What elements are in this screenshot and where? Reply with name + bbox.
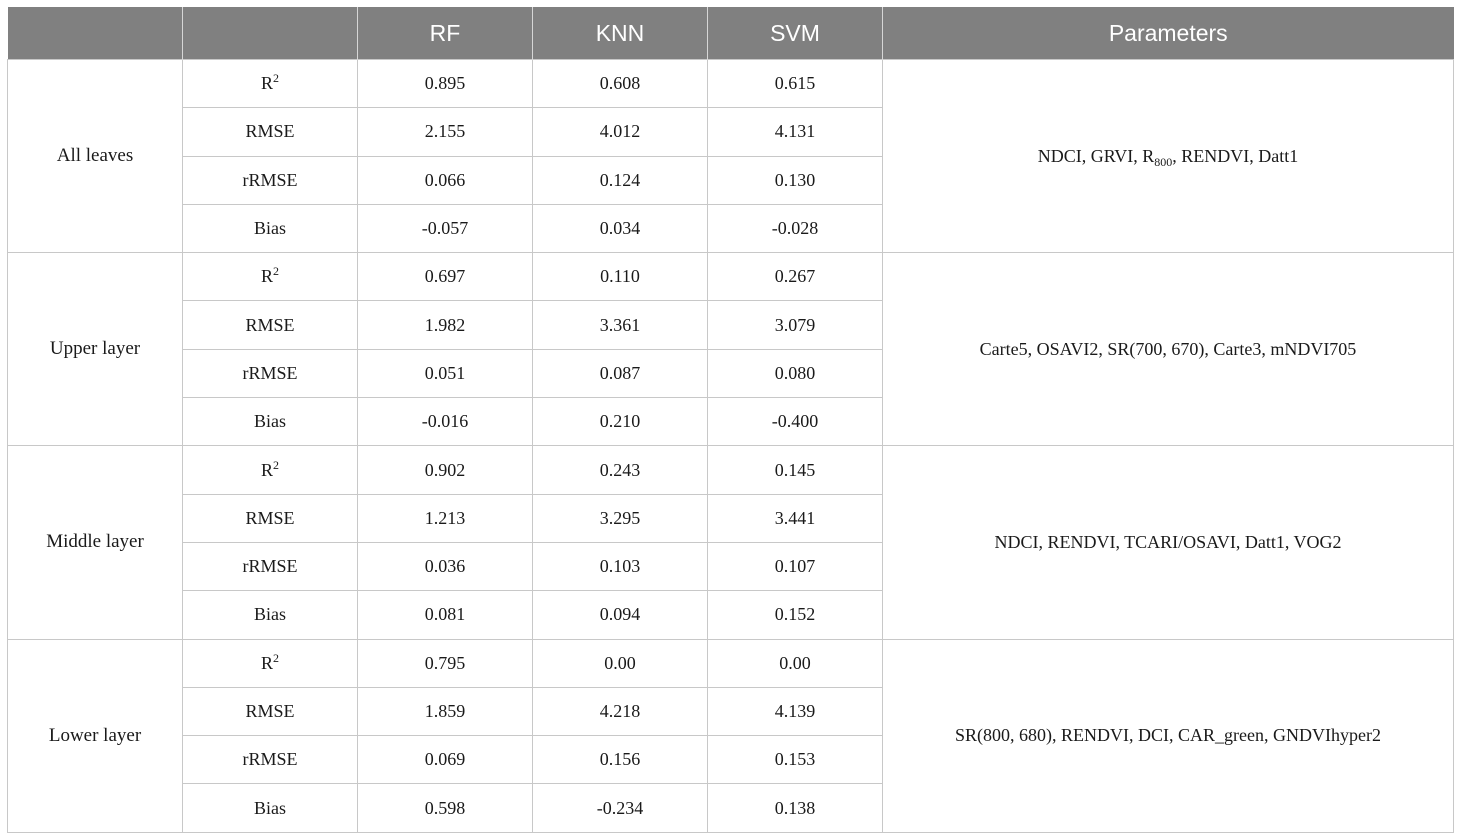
- value-cell-rf: 0.069: [358, 736, 533, 784]
- metric-label: Bias: [183, 591, 358, 639]
- metric-label: [183, 253, 358, 301]
- parameters-cell: [883, 60, 1454, 253]
- metric-r2-base: R: [260, 73, 273, 94]
- value-cell-knn: 0.156: [533, 736, 708, 784]
- value-cell-svm: 0.080: [708, 349, 883, 397]
- parameters-cell: SR(800, 680), RENDVI, DCI, CAR_green, GNDVIhyper2: [883, 639, 1454, 832]
- value-cell-svm: 0.130: [708, 156, 883, 204]
- metric-r2-base: R: [260, 459, 273, 480]
- value-cell-rf: 0.066: [358, 156, 533, 204]
- metric-label: rRMSE: [183, 156, 358, 204]
- metric-label: Bias: [183, 784, 358, 832]
- metric-label: RMSE: [183, 494, 358, 542]
- value-cell-svm: 0.138: [708, 784, 883, 832]
- header-row: [8, 7, 1454, 60]
- value-cell-svm: -0.400: [708, 398, 883, 446]
- metric-label: rRMSE: [183, 349, 358, 397]
- metric-label: RMSE: [183, 301, 358, 349]
- value-cell-rf: 0.598: [358, 784, 533, 832]
- group-label: Middle layer: [8, 446, 183, 639]
- header-knn: KNN: [533, 7, 708, 60]
- value-cell-rf: 0.795: [358, 639, 533, 687]
- parameter-text: NDCI, GRVI, R: [1037, 145, 1155, 166]
- table-row: [8, 639, 1454, 687]
- metric-r2-superscript: 2: [273, 264, 279, 279]
- value-cell-knn: 0.608: [533, 60, 708, 108]
- metric-r2-superscript: 2: [273, 457, 279, 472]
- value-cell-knn: 0.087: [533, 349, 708, 397]
- metric-label: Bias: [183, 398, 358, 446]
- value-cell-knn: 0.034: [533, 204, 708, 252]
- value-cell-rf: 0.036: [358, 542, 533, 590]
- metric-r2-base: R: [260, 652, 273, 673]
- parameter-subscript: 800: [1154, 154, 1173, 169]
- metric-label: [183, 639, 358, 687]
- parameters-cell: Carte5, OSAVI2, SR(700, 670), Carte3, mNDVI705: [883, 253, 1454, 446]
- value-cell-rf: 0.081: [358, 591, 533, 639]
- header-rf: RF: [358, 7, 533, 60]
- parameters-cell: NDCI, RENDVI, TCARI/OSAVI, Datt1, VOG2: [883, 446, 1454, 639]
- metric-label: [183, 446, 358, 494]
- table-row: [8, 60, 1454, 108]
- value-cell-rf: 2.155: [358, 108, 533, 156]
- header-group: [8, 7, 183, 60]
- value-cell-rf: 0.895: [358, 60, 533, 108]
- value-cell-svm: 0.145: [708, 446, 883, 494]
- metric-r2-base: R: [260, 266, 273, 287]
- header-parameters: Parameters: [883, 7, 1454, 60]
- value-cell-svm: 0.615: [708, 60, 883, 108]
- results-table: [7, 7, 1454, 833]
- metric-label: RMSE: [183, 108, 358, 156]
- table-row: [8, 253, 1454, 301]
- value-cell-svm: 3.441: [708, 494, 883, 542]
- value-cell-rf: 1.982: [358, 301, 533, 349]
- value-cell-knn: 3.361: [533, 301, 708, 349]
- value-cell-knn: 4.218: [533, 687, 708, 735]
- value-cell-svm: -0.028: [708, 204, 883, 252]
- value-cell-knn: 0.094: [533, 591, 708, 639]
- group-label: All leaves: [8, 60, 183, 253]
- value-cell-rf: 1.213: [358, 494, 533, 542]
- value-cell-knn: 4.012: [533, 108, 708, 156]
- value-cell-svm: 4.131: [708, 108, 883, 156]
- value-cell-rf: -0.057: [358, 204, 533, 252]
- value-cell-knn: -0.234: [533, 784, 708, 832]
- value-cell-rf: 0.697: [358, 253, 533, 301]
- value-cell-knn: 0.124: [533, 156, 708, 204]
- metric-label: rRMSE: [183, 542, 358, 590]
- metric-r2-superscript: 2: [273, 71, 279, 86]
- value-cell-knn: 0.243: [533, 446, 708, 494]
- value-cell-svm: 0.267: [708, 253, 883, 301]
- value-cell-knn: 0.110: [533, 253, 708, 301]
- header-metric: [183, 7, 358, 60]
- group-label: Upper layer: [8, 253, 183, 446]
- value-cell-knn: 0.103: [533, 542, 708, 590]
- value-cell-rf: 1.859: [358, 687, 533, 735]
- header-svm: SVM: [708, 7, 883, 60]
- parameter-text: , RENDVI, Datt1: [1172, 145, 1299, 166]
- value-cell-svm: 0.107: [708, 542, 883, 590]
- metric-label: rRMSE: [183, 736, 358, 784]
- metric-label: Bias: [183, 204, 358, 252]
- value-cell-knn: 0.00: [533, 639, 708, 687]
- value-cell-knn: 3.295: [533, 494, 708, 542]
- value-cell-svm: 0.152: [708, 591, 883, 639]
- group-label: Lower layer: [8, 639, 183, 832]
- metric-r2-superscript: 2: [273, 650, 279, 665]
- value-cell-rf: 0.051: [358, 349, 533, 397]
- value-cell-knn: 0.210: [533, 398, 708, 446]
- value-cell-svm: 0.00: [708, 639, 883, 687]
- value-cell-svm: 4.139: [708, 687, 883, 735]
- metric-label: [183, 60, 358, 108]
- value-cell-rf: -0.016: [358, 398, 533, 446]
- table-row: [8, 446, 1454, 494]
- value-cell-svm: 0.153: [708, 736, 883, 784]
- metric-label: RMSE: [183, 687, 358, 735]
- value-cell-svm: 3.079: [708, 301, 883, 349]
- value-cell-rf: 0.902: [358, 446, 533, 494]
